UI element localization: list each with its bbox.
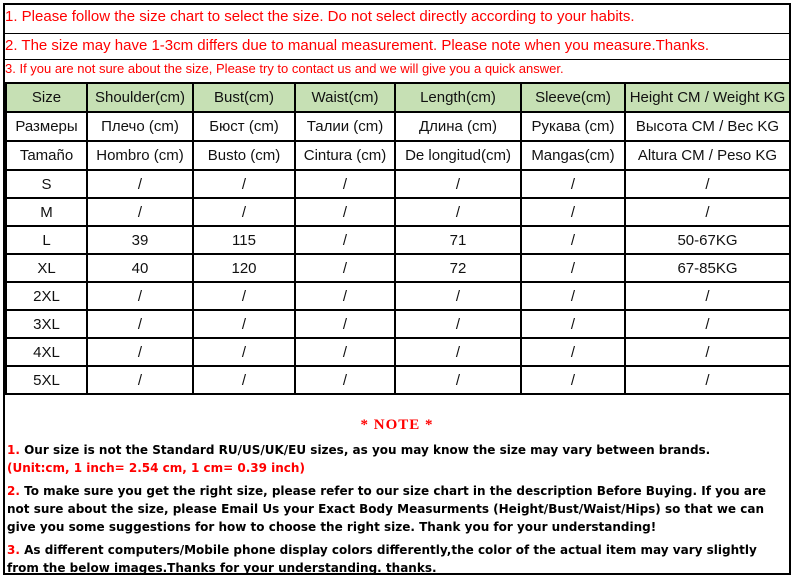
table-cell: 71 xyxy=(395,226,521,254)
table-cell: / xyxy=(521,254,625,282)
header-cell: Shoulder(cm) xyxy=(87,83,193,112)
header-cell: Талии (cm) xyxy=(295,112,395,141)
table-row xyxy=(6,338,790,366)
table-cell: / xyxy=(395,170,521,198)
table-row xyxy=(6,366,790,394)
note-unit-line: (Unit:cm, 1 inch= 2.54 cm, 1 cm= 0.39 inch) xyxy=(7,461,305,475)
header-cell: Cintura (cm) xyxy=(295,141,395,170)
header-cell: Длина (cm) xyxy=(395,112,521,141)
divider xyxy=(5,59,789,60)
instruction-line-1: 1. Please follow the size chart to select the size. Do not select directly according to your habits. xyxy=(5,8,635,25)
table-cell: / xyxy=(521,198,625,226)
table-cell: / xyxy=(395,310,521,338)
table-cell: 39 xyxy=(87,226,193,254)
table-cell: / xyxy=(395,282,521,310)
table-cell: 50-67KG xyxy=(625,226,790,254)
note-number: 3. xyxy=(7,543,20,557)
table-cell: / xyxy=(521,170,625,198)
table-cell: / xyxy=(295,366,395,394)
instruction-line-2: 2. The size may have 1-3cm differs due to manual measurement. Please note when you measure.Thanks. xyxy=(5,37,709,54)
header-cell: Бюст (cm) xyxy=(193,112,295,141)
header-cell: Length(cm) xyxy=(395,83,521,112)
table-cell: / xyxy=(521,366,625,394)
table-cell: / xyxy=(625,366,790,394)
note-section xyxy=(5,411,789,574)
table-cell: / xyxy=(295,282,395,310)
divider xyxy=(5,33,789,34)
table-cell: / xyxy=(295,226,395,254)
table-cell: / xyxy=(295,310,395,338)
table-cell: / xyxy=(625,338,790,366)
size-label-cell: S xyxy=(6,170,87,198)
table-cell: / xyxy=(625,170,790,198)
size-chart-table xyxy=(5,82,791,395)
table-cell: / xyxy=(395,198,521,226)
table-cell: / xyxy=(87,310,193,338)
table-cell: / xyxy=(87,282,193,310)
table-cell: 40 xyxy=(87,254,193,282)
table-cell: 120 xyxy=(193,254,295,282)
table-cell: / xyxy=(395,366,521,394)
header-cell: Высота CM / Вес KG xyxy=(625,112,790,141)
table-cell: / xyxy=(87,198,193,226)
header-cell: Mangas(cm) xyxy=(521,141,625,170)
table-row xyxy=(6,170,790,198)
size-label-cell: 5XL xyxy=(6,366,87,394)
spanish-header-row xyxy=(6,141,790,170)
size-label-cell: 3XL xyxy=(6,310,87,338)
table-cell: / xyxy=(295,170,395,198)
note-point-2-line-2: not sure about the size, please Email Us your Exact Body Measurments (Height/Bust/Waist/Hips) so that we can xyxy=(7,502,764,516)
table-cell: / xyxy=(625,198,790,226)
table-cell: / xyxy=(193,198,295,226)
header-cell: Waist(cm) xyxy=(295,83,395,112)
table-header-row xyxy=(6,83,790,112)
header-cell: Hombro (cm) xyxy=(87,141,193,170)
size-label-cell: 2XL xyxy=(6,282,87,310)
table-cell: / xyxy=(295,254,395,282)
note-point-3-line-1: 3. As different computers/Mobile phone display colors differently,the color of the actual item may vary slightly xyxy=(7,543,757,557)
table-cell: / xyxy=(521,226,625,254)
header-cell: Busto (cm) xyxy=(193,141,295,170)
table-row xyxy=(6,226,790,254)
table-cell: / xyxy=(295,338,395,366)
table-cell: / xyxy=(193,338,295,366)
table-cell: / xyxy=(625,282,790,310)
header-cell: Плечо (cm) xyxy=(87,112,193,141)
table-cell: / xyxy=(193,170,295,198)
table-cell: / xyxy=(625,310,790,338)
russian-header-row xyxy=(6,112,790,141)
note-number: 2. xyxy=(7,484,20,498)
table-cell: / xyxy=(521,282,625,310)
header-cell: Рукава (cm) xyxy=(521,112,625,141)
table-cell: / xyxy=(193,366,295,394)
header-cell: Tamaño xyxy=(6,141,87,170)
header-cell: Altura CM / Peso KG xyxy=(625,141,790,170)
note-point-2-line-3: give you some suggestions for how to choose the right size. Thank you for your understanding! xyxy=(7,520,657,534)
table-row xyxy=(6,310,790,338)
table-cell: / xyxy=(87,170,193,198)
table-cell: 67-85KG xyxy=(625,254,790,282)
table-cell: / xyxy=(521,310,625,338)
note-point-3-line-2: from the below images.Thanks for your understanding. thanks. xyxy=(7,561,437,575)
note-point-2-line-1: 2. To make sure you get the right size, please refer to our size chart in the description Before Buying. If you are xyxy=(7,484,767,498)
header-cell: Size xyxy=(6,83,87,112)
size-label-cell: M xyxy=(6,198,87,226)
table-row xyxy=(6,198,790,226)
table-cell: / xyxy=(521,338,625,366)
size-label-cell: L xyxy=(6,226,87,254)
table-cell: / xyxy=(295,198,395,226)
header-cell: De longitud(cm) xyxy=(395,141,521,170)
header-cell: Размеры xyxy=(6,112,87,141)
note-point-1: 1. Our size is not the Standard RU/US/UK/EU sizes, as you may know the size may vary between brands. xyxy=(7,443,711,457)
header-cell: Height CM / Weight KG xyxy=(625,83,790,112)
table-row xyxy=(6,282,790,310)
size-label-cell: XL xyxy=(6,254,87,282)
table-cell: / xyxy=(193,282,295,310)
table-cell: / xyxy=(87,338,193,366)
note-title: * NOTE * xyxy=(360,417,434,433)
note-number: 1. xyxy=(7,443,20,457)
table-cell: / xyxy=(395,338,521,366)
header-cell: Bust(cm) xyxy=(193,83,295,112)
table-cell: 72 xyxy=(395,254,521,282)
table-cell: 115 xyxy=(193,226,295,254)
size-label-cell: 4XL xyxy=(6,338,87,366)
table-row xyxy=(6,254,790,282)
instruction-line-3: 3. If you are not sure about the size, Please try to contact us and we will give you a quick answer. xyxy=(5,61,564,76)
table-cell: / xyxy=(193,310,295,338)
table-cell: / xyxy=(87,366,193,394)
header-cell: Sleeve(cm) xyxy=(521,83,625,112)
